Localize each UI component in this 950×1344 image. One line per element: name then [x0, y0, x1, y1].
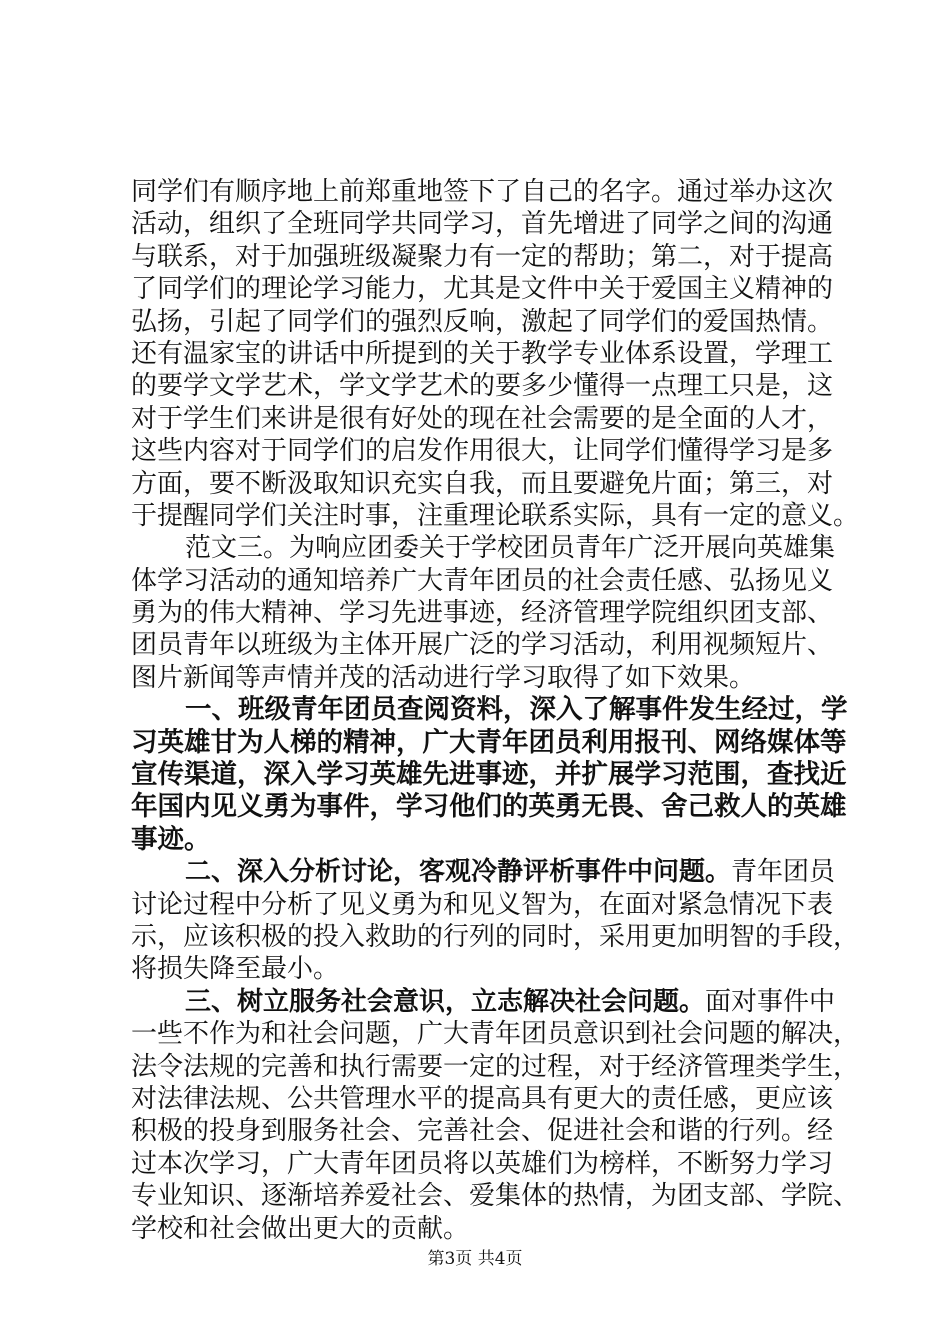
- text-line: 事迹。: [131, 823, 211, 855]
- text-line: 同学们有顺序地上前郑重地签下了自己的名字。通过举办这次: [131, 177, 834, 207]
- text-line: 与联系，对于加强班级凝聚力有一定的帮助；第二，对于提高: [131, 241, 834, 272]
- section-heading: 三、树立服务社会意识，立志解决社会问题。: [185, 986, 706, 1017]
- section-heading: 二、深入分析讨论，客观冷静评析事件中问题。: [185, 857, 732, 888]
- text-line: 专业知识、逐渐培养爱社会、爱集体的热情，为团支部、学院、: [131, 1181, 860, 1212]
- text-line: 过本次学习，广大青年团员将以英雄们为榜样，不断努力学习: [131, 1148, 834, 1179]
- text-line: 勇为的伟大精神、学习先进事迹，经济管理学院组织团支部、: [131, 598, 834, 629]
- text-line: 了同学们的理论学习能力，尤其是文件中关于爱国主义精神的: [131, 274, 834, 305]
- paragraph-2: [131, 532, 836, 694]
- text-line: 示，应该积极的投入救助的行列的同时，采用更加明智的手段，: [131, 921, 860, 952]
- text-fragment: 面对事件中: [705, 986, 836, 1017]
- paragraph-1: [131, 176, 860, 532]
- section-3: [131, 986, 860, 1245]
- text-line: 年国内见义勇为事件，学习他们的英勇无畏、舍己救人的英雄: [131, 791, 847, 823]
- document-body: [131, 176, 860, 1245]
- text-line: 还有温家宝的讲话中所提到的关于教学专业体系设置，学理工: [131, 338, 834, 369]
- text-line: 学校和社会做出更大的贡献。: [131, 1213, 470, 1244]
- page-number-footer: 第3页 共4页: [427, 1249, 523, 1269]
- section-1: [131, 694, 848, 856]
- text-line: 一、班级青年团员查阅资料，深入了解事件发生经过，学: [185, 694, 848, 726]
- text-line: 讨论过程中分析了见义勇为和见义智为，在面对紧急情况下表: [131, 889, 834, 920]
- text-line: 对法律法规、公共管理水平的提高具有更大的责任感，更应该: [131, 1083, 834, 1114]
- text-line: 习英雄甘为人梯的精神，广大青年团员利用报刊、网络媒体等: [131, 726, 847, 758]
- text-line: 宣传渠道，深入学习英雄先进事迹，并扩展学习范围，查找近: [131, 759, 847, 791]
- section-heading-line: [131, 856, 836, 888]
- text-line: 将损失降至最小。: [131, 954, 340, 985]
- text-fragment: 青年团员: [731, 857, 836, 888]
- text-line: 体学习活动的通知培养广大青年团员的社会责任感、弘扬见义: [131, 565, 834, 596]
- section-2: [131, 856, 860, 986]
- text-line: 团员青年以班级为主体开展广泛的学习活动，利用视频短片、: [131, 630, 834, 661]
- text-line: 对于学生们来讲是很有好处的现在社会需要的是全面的人才，: [131, 403, 834, 434]
- text-line: 这些内容对于同学们的启发作用很大，让同学们懂得学习是多: [131, 436, 834, 467]
- text-line: 范文三。为响应团委关于学校团员青年广泛开展向英雄集: [185, 533, 836, 564]
- text-line: 的要学文学艺术，学文学艺术的要多少懂得一点理工只是，这: [131, 371, 834, 402]
- text-line: 活动，组织了全班同学共同学习，首先增进了同学之间的沟通: [131, 209, 834, 240]
- text-line: 积极的投身到服务社会、完善社会、促进社会和谐的行列。经: [131, 1116, 834, 1147]
- text-line: 一些不作为和社会问题，广大青年团员意识到社会问题的解决，: [131, 1019, 860, 1050]
- text-line: 法令法规的完善和执行需要一定的过程，对于经济管理类学生，: [131, 1051, 860, 1082]
- text-line: 弘扬，引起了同学们的强烈反响，激起了同学们的爱国热情。: [131, 306, 834, 337]
- text-line: 方面，要不断汲取知识充实自我，而且要避免片面；第三，对: [131, 468, 834, 499]
- text-line: 于提醒同学们关注时事，注重理论联系实际，具有一定的意义。: [131, 500, 860, 531]
- section-heading-line: [131, 986, 836, 1018]
- text-line: 图片新闻等声情并茂的活动进行学习取得了如下效果。: [131, 662, 756, 693]
